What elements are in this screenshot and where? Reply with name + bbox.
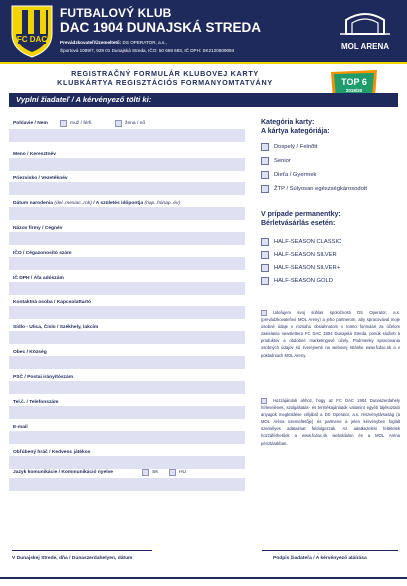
company-name-label: Názov firmy / Cégnév [13, 226, 63, 231]
place-date-label: V Dunajskej Strede, dňa / Dunaszerdahelyen, dátum [12, 556, 133, 561]
half-season-classic-label: HALF-SEASON CLASSIC [274, 239, 342, 245]
half-season-classic-checkbox[interactable] [261, 238, 269, 246]
language-field [9, 478, 245, 491]
salutation-label: Pohlavie / Nem [13, 121, 48, 126]
town-label: Obec / Község [13, 350, 47, 355]
phone-field[interactable] [9, 406, 245, 419]
signature-label: Podpis žiadateľa / A kérvényező aláírása [273, 556, 367, 561]
male-checkbox[interactable] [60, 120, 67, 127]
place-date-line[interactable] [12, 550, 152, 551]
birth-date-hint-sk: (del..mesiac..rok) [54, 201, 92, 206]
company-name-field[interactable] [9, 232, 245, 245]
fill-by-applicant-label: Vyplní žiadateľ / A kérvényező tölti ki: [16, 95, 152, 104]
email-field[interactable] [9, 431, 245, 444]
signature-line[interactable] [262, 550, 398, 551]
language-sk-label: SK [152, 470, 159, 475]
half-season-silver-plus-label: HALF-SEASON SILVER+ [274, 265, 341, 271]
male-label: muž / férfi [70, 121, 92, 126]
category-title-sk: Kategória karty: [261, 119, 315, 126]
favourite-player-label: Obľúbený hráč / Kedvenc játékos [13, 450, 91, 455]
fill-by-applicant-bar [9, 93, 398, 107]
phone-label: Tel.č. / Telefonszám [13, 400, 59, 405]
half-season-silver-plus-checkbox[interactable] [261, 264, 269, 272]
language-hu-label: HU [179, 470, 187, 475]
address-label: Sídlo - Ulica, Číslo / Székhely, lakcím [13, 325, 99, 330]
first-name-label: Meno / Keresztnév [13, 152, 56, 157]
category-title-hu: A kártya kategóriája: [261, 128, 330, 135]
half-season-gold-checkbox[interactable] [261, 277, 269, 285]
bottom-rule [0, 577, 407, 579]
contact-person-field[interactable] [9, 306, 245, 319]
operator-line [60, 40, 167, 45]
arena-name: MOL ARENA [341, 42, 389, 51]
consent-hu-text: Hozzájárulok ahhoz, hogy az FC DAC 1904 Dunaszerdahely hírlevelének, szolgáltatás- és termékajánlatok valamint egyéb tájékoztató anyagok megküldése céljából a DS Operator, a.s. részvénytársaság (a MOL Aréna üzemeltetője) és partnerei a jelen kérvényben foglalt személyes adataimat feldolgozzák. Az adatkezelési feltételek hozzáférhetőek a www.fcdac.sk weboldalon és a MOL Aréna pénztárakban. [261, 398, 400, 446]
vat-id-label: IČ DPH / Áfa adószám [13, 276, 64, 281]
language-label: Jazyk komunikácie / Kommunikáció nyelve [13, 470, 114, 475]
language-hu-checkbox[interactable] [169, 469, 176, 476]
address-field[interactable] [9, 331, 245, 344]
favourite-player-field[interactable] [9, 456, 245, 469]
club-name-line2: DAC 1904 DUNAJSKÁ STREDA [60, 20, 262, 35]
category-senior-checkbox[interactable] [261, 157, 269, 165]
consent-sk-text: Udeľujem svoj súhlas spoločnosti DS Operator, a.s. (prevádzkovateľovi MOL Areny) a jeho partnerom, aby spracovával moje osobné údaje v rozsahu obsiahnutom v tomto formulári za účelom zasielania newslettera FC DAC 1904 Dunajská Streda, ponúk služieb a produktov a obdobné marketingové účely. Podmienky spracovania osobných údajov sú zverejnené na webovej stránke www.fcdac.sk a v pokladniach MOL Areny. [261, 310, 400, 358]
form-title-sk: REGISTRAČNÝ FORMULÁR KLUBOVEJ KARTY [71, 69, 259, 78]
birth-date-field[interactable] [9, 207, 245, 220]
category-adult-label: Dospelý / Felnőtt [274, 144, 318, 150]
operator-address: Športová 1089/7, 929 01 Dunajská Streda, IČO: 50 668 683, IČ DPH: SK2120509094 [60, 48, 235, 53]
category-child-label: Dieťa / Gyermek [274, 172, 317, 178]
last-name-label: Priezvisko / Vezetéknév [13, 176, 68, 181]
language-sk-checkbox[interactable] [142, 469, 149, 476]
email-label: E-mail [13, 425, 28, 430]
category-senior-label: Senior [274, 158, 291, 164]
club-crest-icon [8, 4, 56, 58]
half-season-silver-label: HALF-SEASON SILVER [274, 252, 337, 258]
postcode-label: PSČ / Postai irányítószám [13, 375, 74, 380]
birth-date-label [13, 201, 180, 206]
female-label: žena / nő [125, 121, 146, 126]
postcode-field[interactable] [9, 381, 245, 394]
svg-text:FC DAC: FC DAC [16, 35, 48, 44]
stadium-icon [326, 4, 404, 40]
birth-date-hint-hu: (nap..hónap..év) [144, 201, 181, 206]
form-title-hu: KLUBKÁRTYA REGISZTÁCIÓS FORMANYOMTATVÁNY [57, 78, 273, 87]
club-name-line1: FUTBALOVÝ KLUB [60, 6, 172, 20]
half-season-silver-checkbox[interactable] [261, 251, 269, 259]
badge-top6: TOP 6 [341, 77, 367, 87]
operator-label: Prevádzkovateľ/Üzemeltető: [60, 40, 122, 45]
operator-name: DS OPERATOR, a.s., [122, 40, 167, 45]
page-header [0, 0, 407, 62]
female-checkbox[interactable] [115, 120, 122, 127]
vat-id-field[interactable] [9, 282, 245, 295]
town-field[interactable] [9, 356, 245, 369]
category-disabled-checkbox[interactable] [261, 185, 269, 193]
header-divider [0, 62, 407, 64]
last-name-field[interactable] [9, 182, 245, 195]
category-adult-checkbox[interactable] [261, 143, 269, 151]
category-child-checkbox[interactable] [261, 171, 269, 179]
birth-date-label-sk: Dátum narodenia [13, 201, 53, 206]
company-id-field[interactable] [9, 257, 245, 270]
category-disabled-label: ŽTP / Súlyosan egészségkárosodott [274, 186, 368, 192]
half-season-gold-label: HALF-SEASON GOLD [274, 278, 333, 284]
badge-years: 2019/20 [345, 88, 363, 93]
season-ticket-title-hu: Bérletvásárlás esetén: [261, 220, 336, 227]
season-ticket-title-sk: V prípade permanentky: [261, 211, 341, 218]
birth-date-label-hu: / A születés időpontja [93, 201, 144, 206]
salutation-field [9, 129, 245, 142]
company-id-label: IČO / Cégazonosító szám [13, 251, 72, 256]
mol-arena-logo [326, 4, 404, 58]
first-name-field[interactable] [9, 158, 245, 171]
contact-person-label: Kontaktná osoba / Kapcsolattartó [13, 300, 91, 305]
